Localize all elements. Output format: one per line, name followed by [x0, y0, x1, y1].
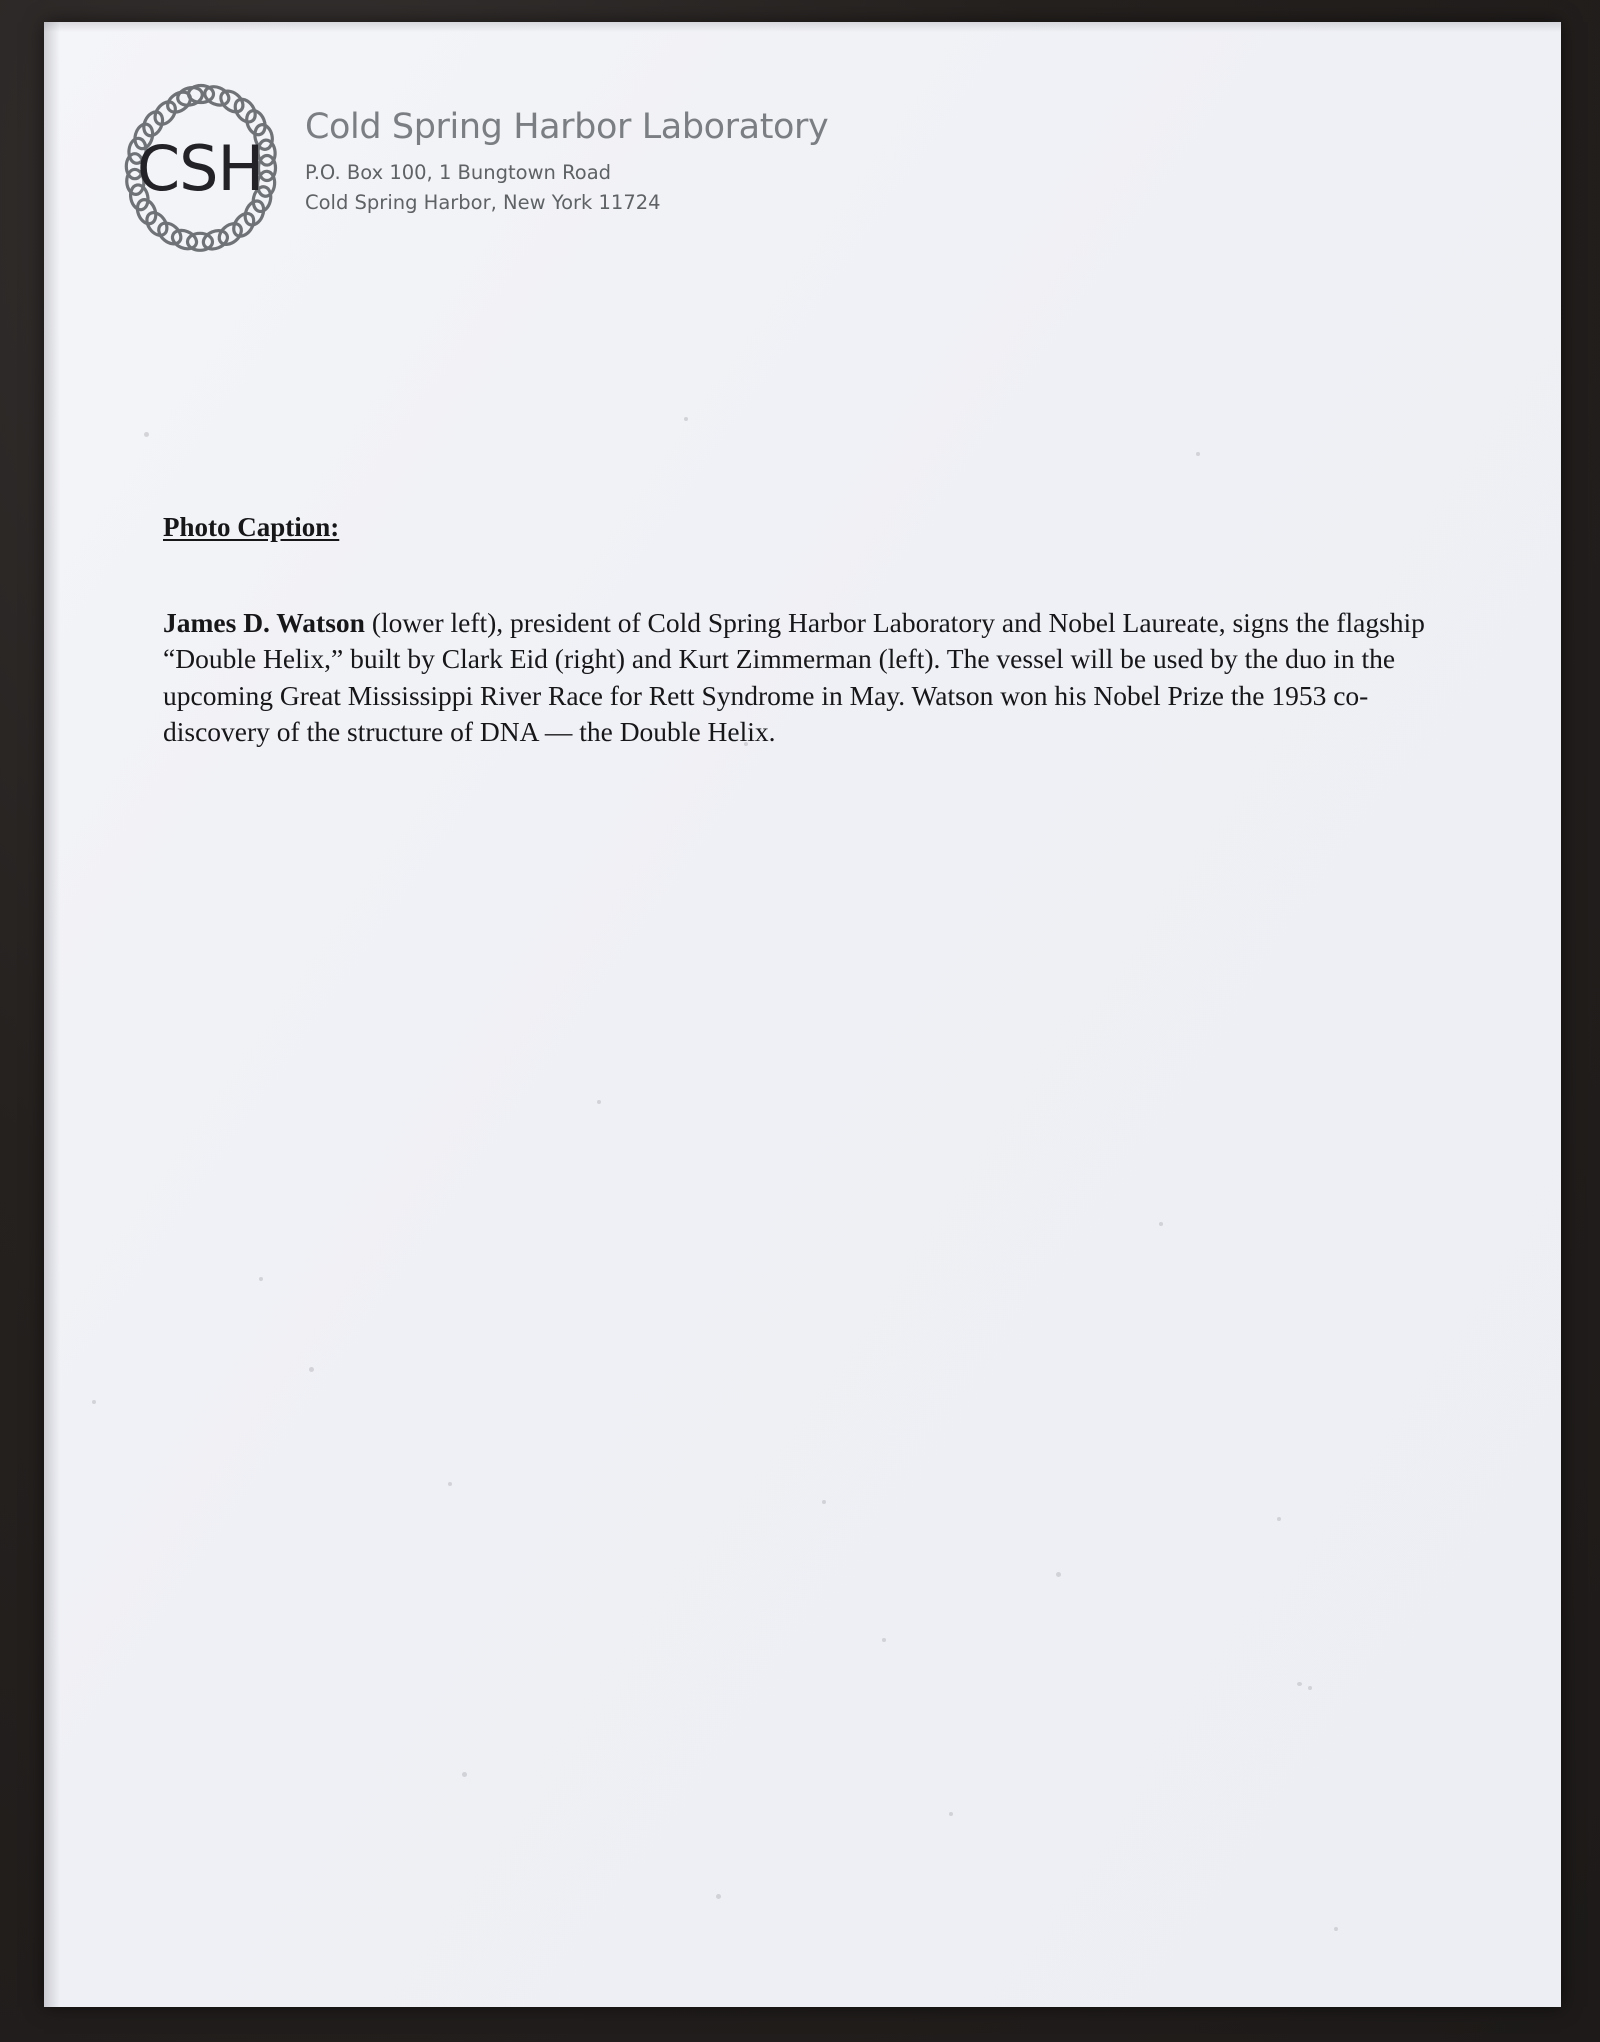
svg-text:CSH: CSH	[136, 132, 264, 205]
caption-lead-name: James D. Watson	[163, 606, 365, 638]
scan-speck	[882, 1638, 886, 1642]
scan-speck	[259, 1277, 263, 1281]
scan-speck	[1196, 452, 1200, 456]
address-line-1: P.O. Box 100, 1 Bungtown Road	[305, 160, 612, 184]
scan-speck	[1056, 1572, 1061, 1577]
scan-speck	[1277, 1517, 1281, 1521]
scan-speck	[822, 1500, 826, 1504]
address-line-2: Cold Spring Harbor, New York 11724	[305, 190, 661, 214]
caption-text: (lower left), president of Cold Spring Harbor Laboratory and Nobel Laureate, signs the flagship “Double Helix,” built by Clark Eid (right) and Kurt Zimmerman (left). The vessel will be used by the duo in the upcoming Great Mississippi River Race for Rett Syndrome in May. Watson won his Nobel Prize the 1953 co-discovery of the structure of DNA — the Double Helix.	[163, 606, 1425, 748]
document-page	[44, 22, 1561, 2007]
page-surface	[44, 22, 1561, 2007]
scan-speck	[309, 1367, 314, 1372]
scan-speck	[597, 1100, 601, 1104]
scan-speck	[144, 432, 149, 437]
scan-speck	[1159, 1222, 1163, 1226]
organization-name: Cold Spring Harbor Laboratory	[305, 107, 829, 147]
letterhead	[114, 80, 828, 265]
scan-speck	[1334, 1927, 1338, 1931]
photo-caption-heading: Photo Caption:	[163, 512, 340, 542]
scan-speck	[1308, 1686, 1312, 1690]
scan-speck	[1297, 1682, 1302, 1686]
scan-speck	[462, 1772, 467, 1777]
scan-speck	[716, 1894, 721, 1899]
photo-caption-body	[163, 605, 1463, 751]
page-top-edge-shadow	[44, 22, 1561, 32]
scan-speck	[949, 1812, 953, 1816]
scan-speck	[448, 1482, 452, 1486]
page-left-edge-shadow	[44, 22, 60, 2007]
scan-speck	[92, 1400, 96, 1404]
scan-speck	[684, 417, 688, 421]
csh-braided-oval-logo-icon	[114, 80, 289, 265]
letterhead-text	[305, 80, 828, 217]
